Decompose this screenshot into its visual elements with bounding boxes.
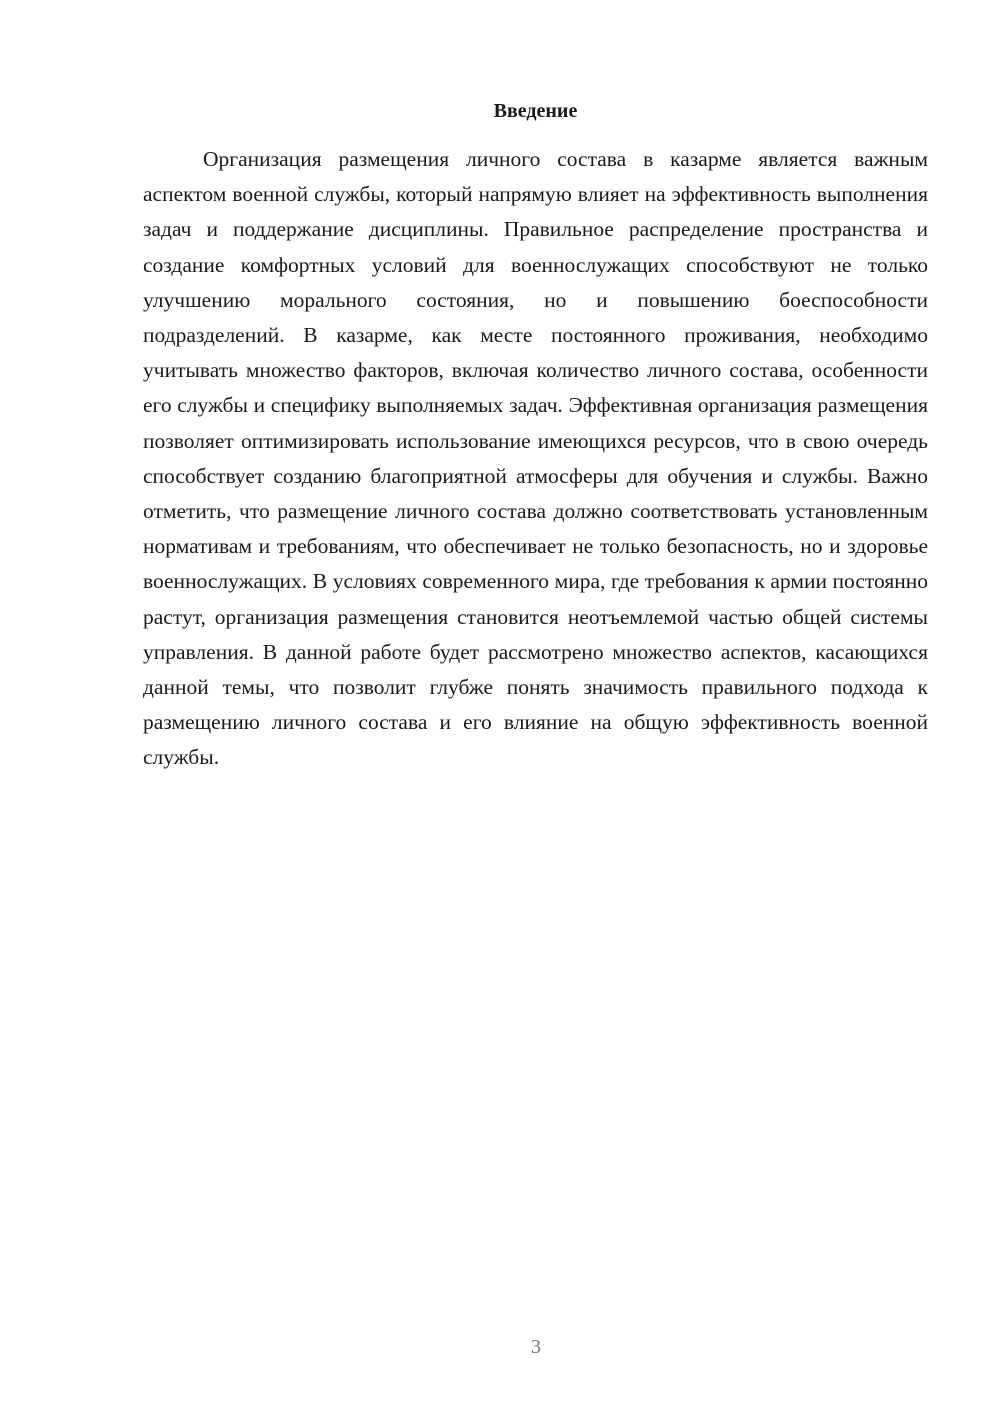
section-heading: Введение [493,100,578,122]
body-paragraph: Организация размещения личного состава в казарме является важным аспектом военной службы, который напрямую влияет на эффективность выполнения задач и поддержание дисциплины. Правильное распределение пространства и создание комфортных условий для военнослужащих способствуют не только улучшению морального состояния, но и повышению боеспособности подразделений. В казарме, как месте постоянного проживания, необходимо учитывать множество факторов, включая количество личного состава, особенности его службы и специфику выполняемых задач. Эффективная организация размещения позволяет оптимизировать использование имеющихся ресурсов, что в свою очередь способствует созданию благоприятной атмосферы для обучения и службы. Важно отметить, что размещение личного состава должно соответствовать установленным нормативам и требованиям, что обеспечивает не только безопасность, но и здоровье военнослужащих. В условиях современного мира, где требования к армии постоянно растут, организация размещения становится неотъемлемой частью общей системы управления. В данной работе будет рассмотрено множество аспектов, касающихся данной темы, что позволит глубже понять значимость правильного подхода к размещению личного состава и его влияние на общую эффективность военной службы. [143,147,928,770]
page-number: 3 [531,1336,541,1358]
